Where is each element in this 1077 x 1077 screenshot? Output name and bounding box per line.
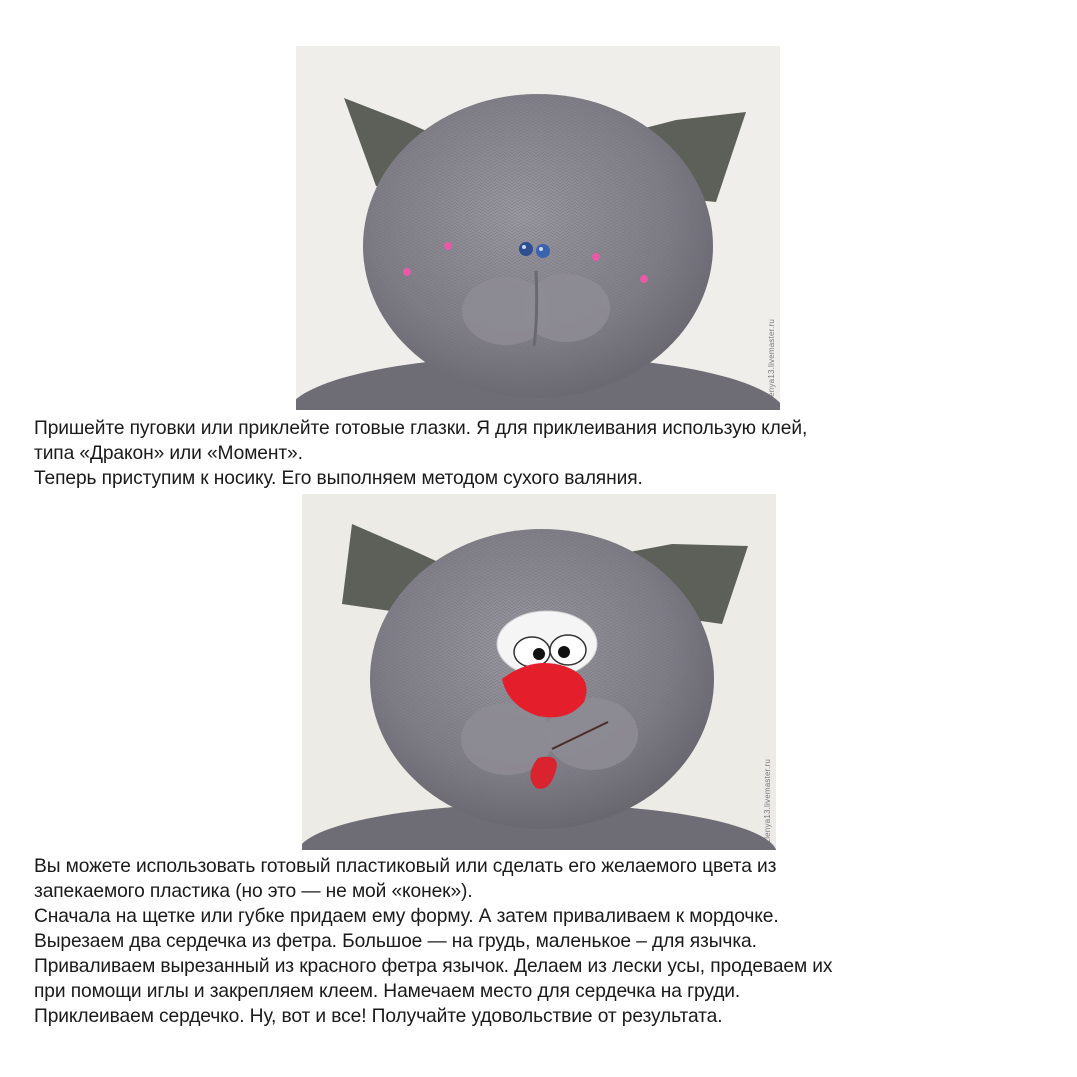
cat-head-illustration-1 bbox=[296, 46, 780, 410]
cat-head-illustration-2 bbox=[302, 494, 776, 850]
paragraph-line: Теперь приступим к носику. Его выполняем методом сухого валяния. bbox=[34, 468, 643, 489]
paragraph-line: запекаемого пластика (но это — не мой «конек»). bbox=[34, 881, 473, 902]
instruction-paragraph-2 bbox=[34, 854, 1054, 1029]
paragraph-line: Приваливаем вырезанный из красного фетра язычок. Делаем из лески усы, продеваем их bbox=[34, 956, 833, 977]
paragraph-line: при помощи иглы и закрепляем клеем. Намечаем место для сердечка на груди. bbox=[34, 981, 741, 1002]
paragraph-line: типа «Дракон» или «Момент». bbox=[34, 443, 303, 464]
paragraph-line: Вырезаем два сердечка из фетра. Большое — на грудь, маленькое – для язычка. bbox=[34, 931, 757, 952]
cat-photo-1 bbox=[296, 46, 780, 410]
paragraph-line: Сначала на щетке или губке придаем ему форму. А затем приваливаем к мордочке. bbox=[34, 906, 779, 927]
paragraph-line: Приклеиваем сердечко. Ну, вот и все! Получайте удовольствие от результата. bbox=[34, 1006, 723, 1027]
paragraph-line: Пришейте пуговки или приклейте готовые глазки. Я для приклеивания использую клей, bbox=[34, 418, 808, 439]
cat-photo-2 bbox=[302, 494, 776, 850]
watermark-2: Elenya13.livemaster.ru bbox=[763, 758, 772, 844]
watermark-1: Elenya13.livemaster.ru bbox=[767, 318, 776, 404]
instruction-paragraph-1 bbox=[34, 416, 1054, 491]
paragraph-line: Вы можете использовать готовый пластиковый или сделать его желаемого цвета из bbox=[34, 856, 777, 877]
